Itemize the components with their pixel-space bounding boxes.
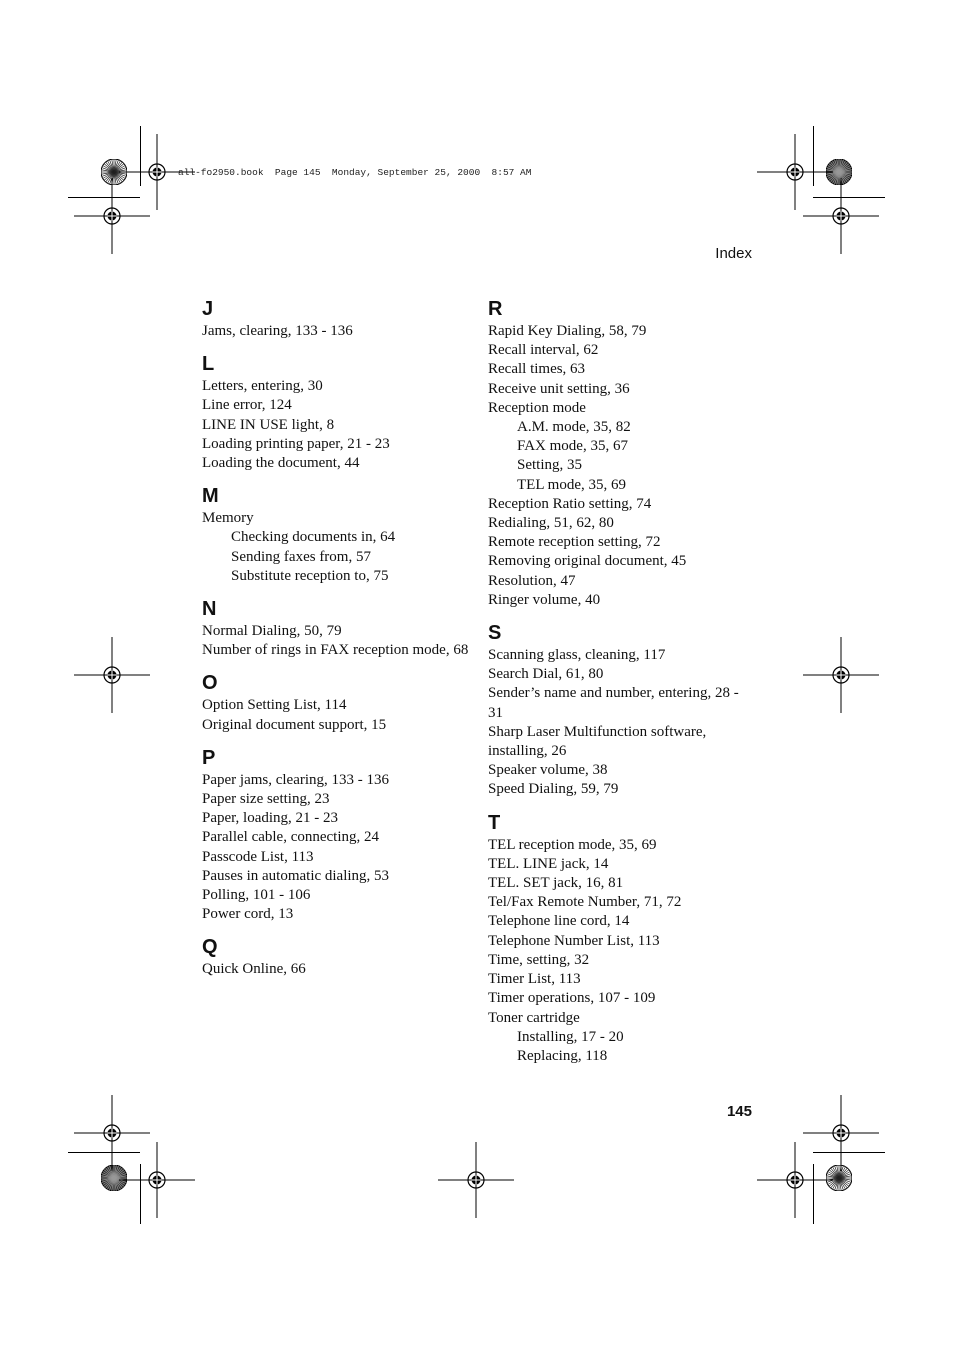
index-subentry: Setting, 35 — [517, 457, 583, 474]
index-section — [488, 620, 754, 800]
index-subentry: Sending faxes from, 57 — [231, 548, 371, 565]
index-subentry: Installing, 17 - 20 — [517, 1028, 624, 1045]
index-entry: Normal Dialing, 50, 79 — [202, 623, 342, 640]
section-letter: O — [202, 672, 218, 695]
index-entry: Power cord, 13 — [202, 906, 294, 923]
index-section — [488, 810, 754, 1066]
index-entry: Resolution, 47 — [488, 572, 576, 589]
page-number: 145 — [726, 1103, 752, 1120]
index-entry: Sender’s name and number, entering, 28 - 31 — [488, 685, 739, 721]
index-entry: Recall interval, 62 — [488, 342, 599, 359]
index-entry: Jams, clearing, 133 - 136 — [202, 323, 353, 339]
index-entry: Search Dial, 61, 80 — [488, 666, 604, 683]
section-letter: Q — [202, 936, 218, 959]
registration-crosshair-icon — [803, 637, 879, 713]
index-entry: Paper, loading, 21 - 23 — [202, 810, 339, 827]
section-letter: P — [202, 746, 216, 769]
index-entry: Parallel cable, connecting, 24 — [202, 829, 380, 846]
index-section — [202, 596, 470, 660]
registration-crosshair-icon — [74, 178, 150, 254]
index-entry: Time, setting, 32 — [488, 951, 590, 968]
index-entry: Ringer volume, 40 — [488, 591, 601, 608]
index-section — [202, 670, 470, 734]
index-section — [202, 483, 470, 586]
index-entry: Reception Ratio setting, 74 — [488, 495, 652, 512]
index-entry: Quick Online, 66 — [202, 961, 306, 978]
index-entry: Scanning glass, cleaning, 117 — [488, 647, 666, 664]
index-entry: Removing original document, 45 — [488, 553, 687, 570]
index-entry: LINE IN USE light, 8 — [202, 416, 335, 433]
registration-crosshair-icon — [757, 1142, 833, 1218]
index-entry: Paper jams, clearing, 133 - 136 — [202, 771, 390, 788]
index-entry: Memory — [202, 510, 254, 527]
index-entry: Polling, 101 - 106 — [202, 887, 311, 904]
index-entry: Receive unit setting, 36 — [488, 380, 630, 397]
index-entry: Timer operations, 107 - 109 — [488, 990, 656, 1007]
print-header: all-fo2950.book Page 145 Monday, September 25, 2000 8:57 AM — [178, 167, 532, 178]
index-entry: Loading printing paper, 21 - 23 — [202, 435, 390, 452]
index-entry: Loading the document, 44 — [202, 455, 360, 472]
section-letter: R — [488, 298, 503, 320]
index-column-left — [202, 296, 470, 980]
index-entry: Remote reception setting, 72 — [488, 534, 661, 551]
registration-crosshair-icon — [803, 178, 879, 254]
running-head: Index — [715, 245, 752, 262]
registration-crosshair-icon — [74, 637, 150, 713]
index-entry: Original document support, 15 — [202, 716, 387, 733]
index-entry: Telephone Number List, 113 — [488, 932, 660, 949]
index-entry: Tel/Fax Remote Number, 71, 72 — [488, 894, 682, 911]
index-entry: Rapid Key Dialing, 58, 79 — [488, 323, 647, 339]
index-entry: Timer List, 113 — [488, 971, 581, 988]
index-section — [488, 296, 754, 610]
index-section — [202, 296, 470, 341]
index-column-right — [488, 296, 754, 1066]
index-entry: Speaker volume, 38 — [488, 762, 608, 779]
index-subentry: Checking documents in, 64 — [231, 529, 396, 546]
index-section — [202, 934, 470, 979]
index-entry: Redialing, 51, 62, 80 — [488, 515, 614, 532]
index-entry: Paper size setting, 23 — [202, 791, 330, 808]
index-entry: Sharp Laser Multifunction software, installing, 26 — [488, 723, 707, 760]
index-subentry: A.M. mode, 35, 82 — [517, 419, 631, 436]
registration-crosshair-icon — [119, 1142, 195, 1218]
section-letter: L — [202, 353, 215, 376]
section-letter: M — [202, 485, 219, 508]
index-entry: Recall times, 63 — [488, 361, 586, 378]
section-letter: T — [488, 811, 501, 834]
index-entry: Option Setting List, 114 — [202, 697, 347, 714]
index-entry: TEL reception mode, 35, 69 — [488, 836, 657, 853]
index-entry: TEL. SET jack, 16, 81 — [488, 875, 624, 892]
index-entry: Line error, 124 — [202, 397, 292, 414]
section-letter: J — [202, 298, 214, 320]
index-entry: Reception mode — [488, 399, 586, 416]
index-section — [202, 745, 470, 925]
index-entry: Passcode List, 113 — [202, 848, 314, 865]
index-entry: Speed Dialing, 59, 79 — [488, 781, 619, 798]
index-entry: Letters, entering, 30 — [202, 378, 323, 395]
section-letter: S — [488, 622, 502, 645]
index-entry: Number of rings in FAX reception mode, 68 — [202, 642, 469, 659]
index-subentry: TEL mode, 35, 69 — [517, 476, 627, 493]
index-entry: Pauses in automatic dialing, 53 — [202, 867, 390, 884]
index-subentry: Substitute reception to, 75 — [231, 567, 389, 584]
index-entry: Telephone line cord, 14 — [488, 913, 630, 930]
index-entry: Toner cartridge — [488, 1009, 580, 1026]
index-entry: TEL. LINE jack, 14 — [488, 855, 609, 872]
index-section — [202, 351, 470, 473]
index-subentry: Replacing, 118 — [517, 1047, 608, 1064]
section-letter: N — [202, 598, 217, 621]
registration-crosshair-icon — [438, 1142, 514, 1218]
index-subentry: FAX mode, 35, 67 — [517, 438, 628, 455]
